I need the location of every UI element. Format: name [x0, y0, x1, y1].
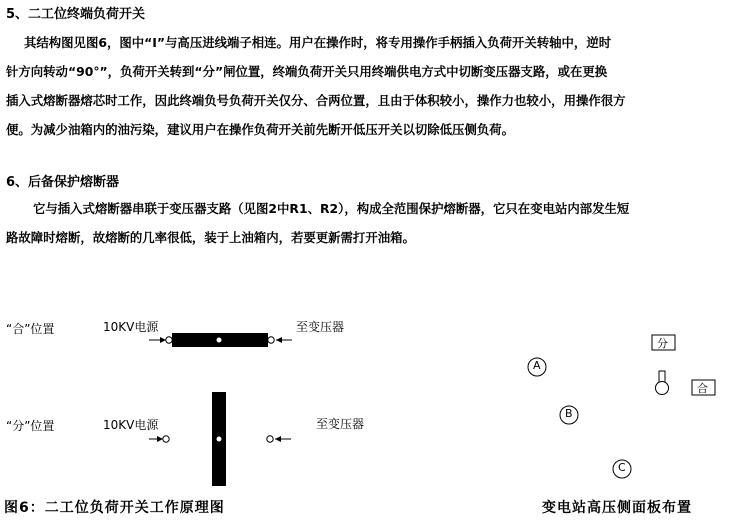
- open-label: 分: [657, 337, 668, 350]
- marker-b: B: [565, 407, 573, 420]
- closed-transformer-label: 至变压器: [296, 320, 345, 334]
- closed-position-switch: [149, 333, 292, 347]
- open-source-label: 10KV电源: [103, 418, 159, 432]
- open-position-label: “分”位置: [6, 419, 55, 433]
- switch-pivot: [217, 338, 222, 343]
- figure-6-caption: 图6：二工位负荷开关工作原理图: [4, 500, 225, 516]
- closed-source-label: 10KV电源: [103, 320, 159, 334]
- closed-position-label: “合”位置: [6, 322, 55, 336]
- section-5-line-4: 便。为减少油箱内的油污染，建议用户在操作负荷开关前先断开低压开关以切除低压侧负荷。: [6, 122, 515, 137]
- side-panel-layout: [528, 335, 715, 478]
- marker-a: A: [533, 359, 541, 372]
- section-5-line-3: 插入式熔断器熔芯时工作，因此终端负号负荷开关仅分、合两位置，且由于体积较小，操作力也较小，用操作很方: [6, 93, 626, 108]
- section-5-heading: 5、二工位终端负荷开关: [6, 7, 146, 22]
- section-6-line-1: 它与插入式熔断器串联于变压器支路（见图2中R1、R2），构成全范围保护熔断器，它只在变电站内部发生短: [33, 201, 630, 216]
- panel-caption: 变电站高压侧面板布置: [542, 500, 692, 516]
- operating-shaft-icon: [656, 382, 669, 395]
- section-6-line-2: 路故障时熔断，故熔断的几率很低，装于上油箱内，若要更新需打开油箱。: [6, 230, 415, 245]
- open-position-switch: [149, 392, 291, 486]
- open-transformer-label: 至变压器: [316, 417, 365, 431]
- switch-pivot-open: [217, 437, 222, 442]
- close-label: 合: [697, 382, 708, 395]
- section-5-line-1: 其结构图见图6，图中“Ⅰ”与高压进线端子相连。用户在操作时，将专用操作手柄插入负荷开关转轴中，逆时: [24, 35, 612, 50]
- marker-c: C: [618, 461, 626, 474]
- section-5-line-2: 针方向转动“90°”，负荷开关转到“分”闸位置，终端负荷开关只用终端供电方式中切断变压器支路，或在更换: [6, 64, 608, 79]
- section-6-heading: 6、后备保护熔断器: [6, 175, 120, 190]
